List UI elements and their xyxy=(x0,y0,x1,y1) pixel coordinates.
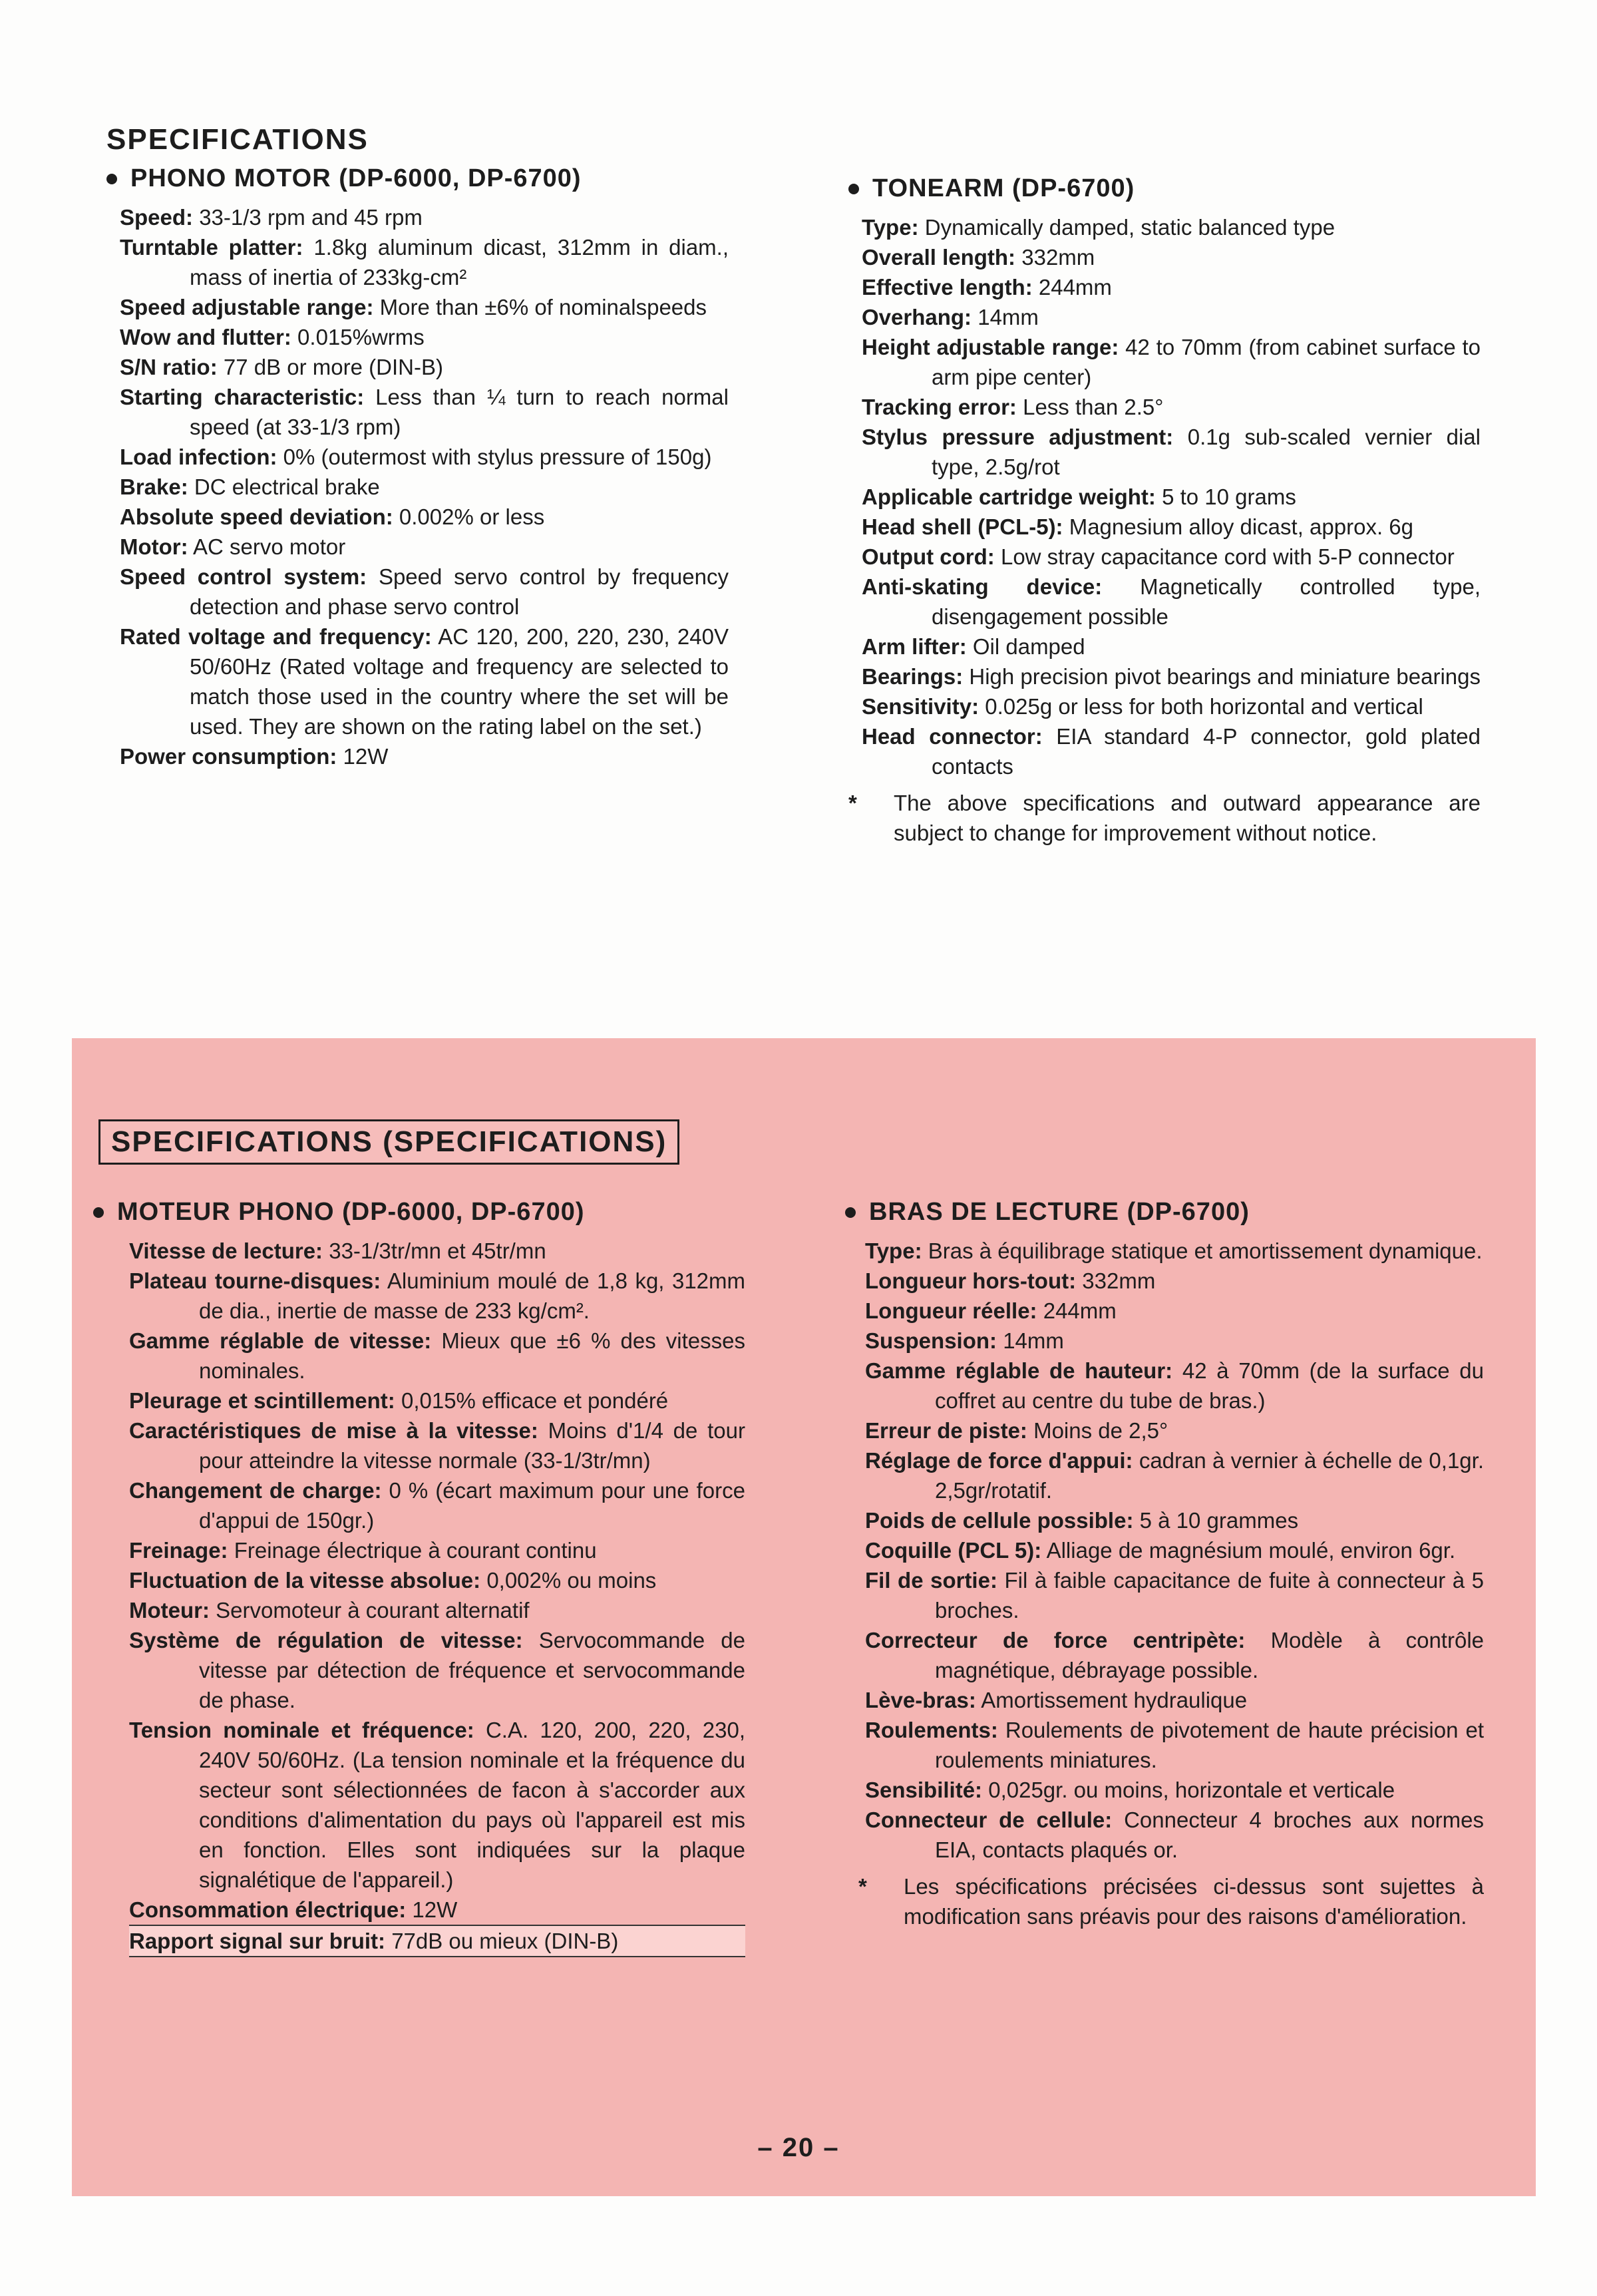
en-left-column xyxy=(106,123,729,771)
spec-label: Wow and flutter: xyxy=(120,325,291,349)
spec-item xyxy=(862,482,1481,512)
spec-item xyxy=(865,1775,1484,1805)
spec-item xyxy=(862,272,1481,302)
spec-label: Caractéristiques de mise à la vitesse: xyxy=(129,1418,538,1443)
spec-label: Correcteur de force centripète: xyxy=(865,1628,1246,1652)
en-tonearm-spec-list xyxy=(848,212,1481,781)
spec-label: Fluctuation de la vitesse absolue: xyxy=(129,1568,481,1593)
spec-item xyxy=(862,302,1481,332)
spec-value: Modèle à contrôle magnétique, débrayage possible. xyxy=(935,1628,1485,1682)
spec-value: 33-1/3 rpm and 45 rpm xyxy=(199,205,423,230)
spec-item xyxy=(865,1685,1484,1715)
spec-item xyxy=(129,1925,745,1957)
spec-label: Rapport signal sur bruit: xyxy=(129,1929,386,1953)
spec-label: Sensibilité: xyxy=(865,1778,983,1802)
fr-motor-heading: MOTEUR PHONO (DP-6000, DP-6700) xyxy=(93,1198,745,1227)
spec-value: 0 % (écart maximum pour une force d'appui de 150gr.) xyxy=(199,1478,745,1533)
spec-item xyxy=(120,502,729,532)
spec-value: Moins d'1/4 de tour pour atteindre la vitesse normale (33-1/3tr/mn) xyxy=(199,1418,745,1473)
spec-item xyxy=(129,1715,745,1895)
en-right-column xyxy=(848,174,1481,848)
spec-item xyxy=(865,1296,1484,1326)
spec-label: Pleurage et scintillement: xyxy=(129,1388,395,1413)
spec-item xyxy=(862,392,1481,422)
spec-label: Erreur de piste: xyxy=(865,1418,1027,1443)
spec-label: Stylus pressure adjustment: xyxy=(862,425,1174,449)
spec-label: Bearings: xyxy=(862,664,964,689)
spec-item xyxy=(129,1416,745,1475)
spec-label: Suspension: xyxy=(865,1328,997,1353)
spec-value: AC servo motor xyxy=(193,534,346,559)
spec-value: Mieux que ±6 % des vitesses nominales. xyxy=(199,1328,745,1383)
spec-label: Longueur hors-tout: xyxy=(865,1268,1077,1293)
spec-value: 5 to 10 grams xyxy=(1162,484,1296,509)
spec-value: Connecteur 4 broches aux normes EIA, contacts plaqués or. xyxy=(935,1808,1485,1862)
spec-value: 12W xyxy=(412,1897,458,1922)
spec-value: 42 to 70mm (from cabinet surface to arm pipe center) xyxy=(932,335,1481,389)
spec-item xyxy=(120,382,729,442)
spec-value: Less than ¼ turn to reach normal speed (at 33-1/3 rpm) xyxy=(190,385,729,439)
spec-item xyxy=(120,202,729,232)
spec-label: Freinage: xyxy=(129,1538,228,1563)
spec-item xyxy=(865,1236,1484,1266)
spec-item xyxy=(120,352,729,382)
spec-value: High precision pivot bearings and miniature bearings xyxy=(969,664,1481,689)
spec-label: Turntable platter: xyxy=(120,235,303,260)
bullet-icon xyxy=(106,174,117,184)
spec-item xyxy=(862,691,1481,721)
spec-item xyxy=(120,232,729,292)
spec-item xyxy=(120,322,729,352)
spec-item xyxy=(129,1895,745,1925)
spec-label: Effective length: xyxy=(862,275,1033,299)
spec-value: 1.8kg aluminum dicast, 312mm in diam., mass of inertia of 233kg-cm² xyxy=(190,235,729,289)
spec-value: C.A. 120, 200, 220, 230, 240V 50/60Hz. (La tension nominale et la fréquence du secteur sont sélectionnées de facon à s'accorder aux conditions d'alimentation du pays où l'appareil est mis en fonction. Elles sont indiquées sur la plaque signalétique de l'appareil.) xyxy=(199,1718,746,1892)
spec-label: Lève-bras: xyxy=(865,1688,976,1712)
spec-label: Motor: xyxy=(120,534,188,559)
spec-value: Servomoteur à courant alternatif xyxy=(216,1598,530,1623)
page-title: SPECIFICATIONS xyxy=(106,123,369,156)
asterisk-icon: * xyxy=(858,1874,867,1899)
spec-item xyxy=(120,442,729,472)
spec-label: Consommation électrique: xyxy=(129,1897,407,1922)
spec-value: 244mm xyxy=(1038,275,1112,299)
spec-item xyxy=(862,542,1481,572)
spec-label: Poids de cellule possible: xyxy=(865,1508,1134,1533)
spec-item xyxy=(865,1715,1484,1775)
spec-value: 0,002% ou moins xyxy=(486,1568,657,1593)
spec-label: Head shell (PCL-5): xyxy=(862,514,1063,539)
asterisk-icon: * xyxy=(848,791,857,815)
spec-item xyxy=(862,242,1481,272)
spec-label: Réglage de force d'appui: xyxy=(865,1448,1133,1473)
spec-value: More than ±6% of nominalspeeds xyxy=(379,295,707,319)
spec-item xyxy=(865,1805,1484,1865)
fr-tonearm-spec-list xyxy=(845,1236,1484,1865)
spec-value: 0.002% or less xyxy=(399,504,545,529)
spec-value: Low stray capacitance cord with 5-P connector xyxy=(1000,544,1455,569)
spec-item xyxy=(129,1236,745,1266)
spec-label: Height adjustable range: xyxy=(862,335,1119,359)
spec-label: Head connector: xyxy=(862,724,1043,749)
spec-item xyxy=(862,662,1481,691)
spec-label: Roulements: xyxy=(865,1718,998,1742)
spec-value: Less than 2.5° xyxy=(1023,395,1164,419)
spec-item xyxy=(865,1505,1484,1535)
spec-label: Coquille (PCL 5): xyxy=(865,1538,1042,1563)
spec-value: EIA standard 4-P connector, gold plated contacts xyxy=(932,724,1481,779)
spec-value: 0% (outermost with stylus pressure of 150g) xyxy=(283,445,712,469)
spec-label: Applicable cartridge weight: xyxy=(862,484,1156,509)
spec-value: 77dB ou mieux (DIN-B) xyxy=(391,1929,619,1953)
bullet-icon xyxy=(93,1207,104,1218)
spec-label: Arm lifter: xyxy=(862,634,967,659)
spec-label: Speed control system: xyxy=(120,564,367,589)
spec-label: Tracking error: xyxy=(862,395,1017,419)
spec-label: Power consumption: xyxy=(120,744,337,769)
spec-value: 332mm xyxy=(1021,245,1095,270)
spec-label: Longueur réelle: xyxy=(865,1298,1037,1323)
fr-note: * Les spécifications précisées ci-dessus sont sujettes à modification sans préavis pour des raisons d'amélioration. xyxy=(885,1871,1484,1931)
spec-label: Output cord: xyxy=(862,544,995,569)
spec-label: Starting characteristic: xyxy=(120,385,365,409)
spec-value: Bras à équilibrage statique et amortissement dynamique. xyxy=(928,1239,1483,1263)
spec-value: DC electrical brake xyxy=(194,475,380,499)
spec-label: Tension nominale et fréquence: xyxy=(129,1718,474,1742)
spec-item xyxy=(120,741,729,771)
spec-value: Amortissement hydraulique xyxy=(981,1688,1248,1712)
spec-label: Moteur: xyxy=(129,1598,210,1623)
spec-value: Speed servo control by frequency detection and phase servo control xyxy=(190,564,729,619)
spec-label: Fil de sortie: xyxy=(865,1568,997,1593)
en-tonearm-heading: TONEARM (DP-6700) xyxy=(848,174,1481,203)
spec-value: AC 120, 200, 220, 230, 240V 50/60Hz (Rated voltage and frequency are selected to match those used in the country where the set will be used. They are shown on the rating label on the set.) xyxy=(190,624,729,739)
spec-item xyxy=(865,1535,1484,1565)
spec-value: Servocommande de vitesse par détection de fréquence et servocommande de phase. xyxy=(199,1628,745,1712)
spec-value: 0.015%wrms xyxy=(297,325,425,349)
bullet-icon xyxy=(845,1207,856,1218)
spec-value: 0.025g or less for both horizontal and vertical xyxy=(985,694,1423,719)
spec-label: Système de régulation de vitesse: xyxy=(129,1628,523,1652)
fr-tonearm-heading: BRAS DE LECTURE (DP-6700) xyxy=(845,1198,1484,1227)
spec-item xyxy=(862,332,1481,392)
spec-value: cadran à vernier à échelle de 0,1gr. 2,5gr/rotatif. xyxy=(935,1448,1484,1503)
spec-value: 332mm xyxy=(1082,1268,1156,1293)
spec-value: 14mm xyxy=(1003,1328,1064,1353)
fr-right-column xyxy=(845,1198,1484,1931)
spec-item xyxy=(862,572,1481,632)
spec-value: 0,025gr. ou moins, horizontale et verticale xyxy=(988,1778,1395,1802)
spec-item xyxy=(120,562,729,622)
spec-label: Type: xyxy=(865,1239,922,1263)
spec-value: Aluminium moulé de 1,8 kg, 312mm de dia., inertie de masse de 233 kg/cm². xyxy=(199,1268,746,1323)
spec-value: 244mm xyxy=(1043,1298,1117,1323)
spec-label: S/N ratio: xyxy=(120,355,218,379)
spec-item xyxy=(865,1416,1484,1445)
bullet-icon xyxy=(848,184,859,194)
fr-motor-spec-list xyxy=(93,1236,745,1957)
en-motor-spec-list xyxy=(106,202,729,771)
spec-value: Moins de 2,5° xyxy=(1033,1418,1168,1443)
spec-item xyxy=(865,1565,1484,1625)
spec-label: Gamme réglable de hauteur: xyxy=(865,1358,1173,1383)
spec-value: Fil à faible capacitance de fuite à connecteur à 5 broches. xyxy=(935,1568,1484,1623)
spec-item xyxy=(865,1445,1484,1505)
spec-item xyxy=(120,292,729,322)
spec-label: Plateau tourne-disques: xyxy=(129,1268,381,1293)
spec-item xyxy=(865,1266,1484,1296)
spec-item xyxy=(862,512,1481,542)
spec-item xyxy=(129,1625,745,1715)
spec-label: Absolute speed deviation: xyxy=(120,504,393,529)
spec-value: Roulements de pivotement de haute précision et roulements miniatures. xyxy=(935,1718,1484,1772)
spec-label: Speed adjustable range: xyxy=(120,295,374,319)
spec-item xyxy=(129,1386,745,1416)
spec-value: Magnesium alloy dicast, approx. 6g xyxy=(1069,514,1413,539)
spec-item xyxy=(865,1356,1484,1416)
spec-item xyxy=(865,1326,1484,1356)
spec-label: Vitesse de lecture: xyxy=(129,1239,323,1263)
spec-item xyxy=(129,1535,745,1565)
spec-value: 77 dB or more (DIN-B) xyxy=(223,355,443,379)
spec-value: 0.1g sub-scaled vernier dial type, 2.5g/rot xyxy=(932,425,1481,479)
spec-item xyxy=(865,1625,1484,1685)
spec-value: 14mm xyxy=(977,305,1039,329)
en-motor-heading: PHONO MOTOR (DP-6000, DP-6700) xyxy=(106,164,729,193)
spec-item xyxy=(129,1595,745,1625)
spec-item xyxy=(862,632,1481,662)
spec-label: Sensitivity: xyxy=(862,694,979,719)
spec-value: Dynamically damped, static balanced type xyxy=(924,215,1335,240)
spec-item xyxy=(120,532,729,562)
spec-label: Type: xyxy=(862,215,919,240)
spec-label: Overhang: xyxy=(862,305,972,329)
spec-label: Changement de charge: xyxy=(129,1478,382,1503)
spec-item xyxy=(129,1475,745,1535)
spec-value: 12W xyxy=(343,744,389,769)
spec-item xyxy=(129,1326,745,1386)
spec-value: 42 à 70mm (de la surface du coffret au centre du tube de bras.) xyxy=(935,1358,1484,1413)
spec-item xyxy=(120,472,729,502)
spec-label: Speed: xyxy=(120,205,194,230)
spec-value: Magnetically controlled type, disengagement possible xyxy=(932,574,1481,629)
spec-value: 5 à 10 grammes xyxy=(1139,1508,1299,1533)
spec-label: Anti-skating device: xyxy=(862,574,1103,599)
spec-label: Overall length: xyxy=(862,245,1016,270)
spec-item xyxy=(129,1565,745,1595)
spec-label: Gamme réglable de vitesse: xyxy=(129,1328,432,1353)
spec-item xyxy=(129,1266,745,1326)
en-note: * The above specifications and outward appearance are subject to change for improvement without notice. xyxy=(875,788,1481,848)
spec-item xyxy=(120,622,729,741)
spec-label: Rated voltage and frequency: xyxy=(120,624,432,649)
spec-item xyxy=(862,212,1481,242)
spec-value: 0,015% efficace et pondéré xyxy=(401,1388,669,1413)
fr-left-column xyxy=(93,1198,745,1957)
french-section-title: SPECIFICATIONS (SPECIFICATIONS) xyxy=(98,1119,679,1165)
spec-value: Freinage électrique à courant continu xyxy=(234,1538,597,1563)
spec-label: Connecteur de cellule: xyxy=(865,1808,1113,1832)
spec-value: Oil damped xyxy=(972,634,1085,659)
spec-item xyxy=(862,721,1481,781)
spec-label: Load infection: xyxy=(120,445,277,469)
spec-item xyxy=(862,422,1481,482)
spec-value: Alliage de magnésium moulé, environ 6gr. xyxy=(1046,1538,1456,1563)
spec-label: Brake: xyxy=(120,475,188,499)
page-number: – 20 – xyxy=(757,2133,840,2162)
spec-value: 33-1/3tr/mn et 45tr/mn xyxy=(329,1239,546,1263)
